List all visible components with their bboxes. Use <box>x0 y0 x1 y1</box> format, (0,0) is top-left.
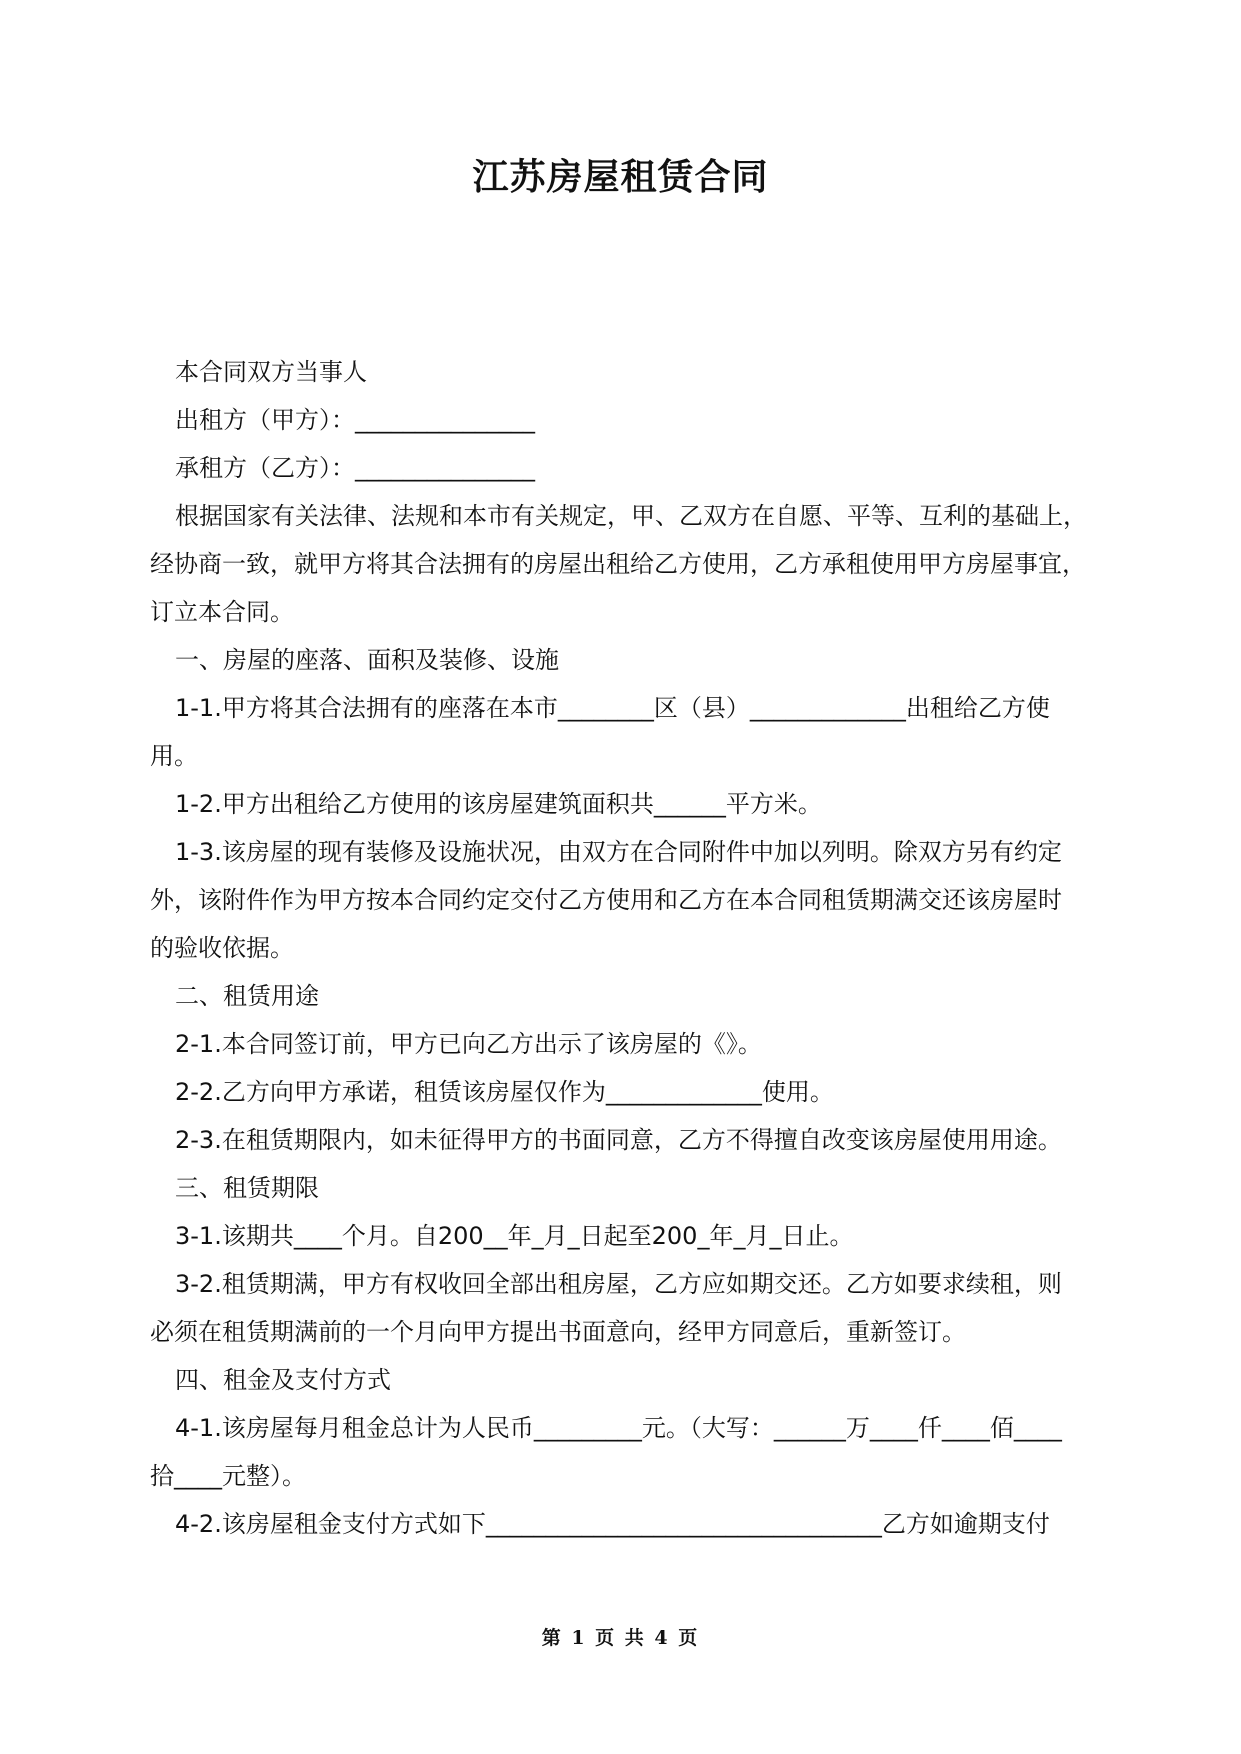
body-line: 本合同双方当事人 <box>175 358 367 386</box>
body-line: 3-1.该期共____个月。自200__年_月_日起至200_年_月_日止。 <box>175 1222 854 1250</box>
body-line: 用。 <box>150 742 198 770</box>
body-line: 3-2.租赁期满，甲方有权收回全部出租房屋，乙方应如期交还。乙方如要求续租，则 <box>175 1270 1062 1298</box>
body-line: 订立本合同。 <box>150 598 294 626</box>
body-line: 四、租金及支付方式 <box>175 1366 391 1394</box>
body-line: 4-2.该房屋租金支付方式如下_________________________________乙方如逾期支付 <box>175 1510 1050 1538</box>
body-line: 外，该附件作为甲方按本合同约定交付乙方使用和乙方在本合同租赁期满交还该房屋时 <box>150 886 1062 914</box>
body-line: 拾____元整）。 <box>150 1462 306 1490</box>
body-line: 经协商一致，就甲方将其合法拥有的房屋出租给乙方使用，乙方承租使用甲方房屋事宜， <box>150 550 1086 578</box>
body-line: 三、租赁期限 <box>175 1174 319 1202</box>
body-line: 根据国家有关法律、法规和本市有关规定，甲、乙双方在自愿、平等、互利的基础上， <box>175 502 1087 530</box>
body-line: 二、租赁用途 <box>175 982 319 1010</box>
body-line: 必须在租赁期满前的一个月向甲方提出书面意向，经甲方同意后，重新签订。 <box>150 1318 966 1346</box>
body-line: 4-1.该房屋每月租金总计为人民币_________元。（大写：______万____仟____佰____ <box>175 1414 1062 1442</box>
document-title: 江苏房屋租赁合同 <box>472 157 769 198</box>
body-line: 2-1.本合同签订前，甲方已向乙方出示了该房屋的《》。 <box>175 1030 762 1058</box>
document-body <box>150 348 1094 1548</box>
page-number-footer: 第 1 页 共 4 页 <box>541 1627 700 1649</box>
body-line: 2-3.在租赁期限内，如未征得甲方的书面同意，乙方不得擅自改变该房屋使用用途。 <box>175 1126 1062 1154</box>
body-line: 1-1.甲方将其合法拥有的座落在本市________区（县）_____________出租给乙方使 <box>175 694 1050 722</box>
body-line: 出租方（甲方）：_______________ <box>175 406 535 434</box>
body-line: 2-2.乙方向甲方承诺，租赁该房屋仅作为_____________使用。 <box>175 1078 834 1106</box>
body-line: 1-3.该房屋的现有装修及设施状况，由双方在合同附件中加以列明。除双方另有约定 <box>175 838 1062 866</box>
body-line: 的验收依据。 <box>150 934 294 962</box>
body-line: 承租方（乙方）：_______________ <box>175 454 535 482</box>
body-line: 1-2.甲方出租给乙方使用的该房屋建筑面积共______平方米。 <box>175 790 822 818</box>
body-line: 一、房屋的座落、面积及装修、设施 <box>175 646 559 674</box>
